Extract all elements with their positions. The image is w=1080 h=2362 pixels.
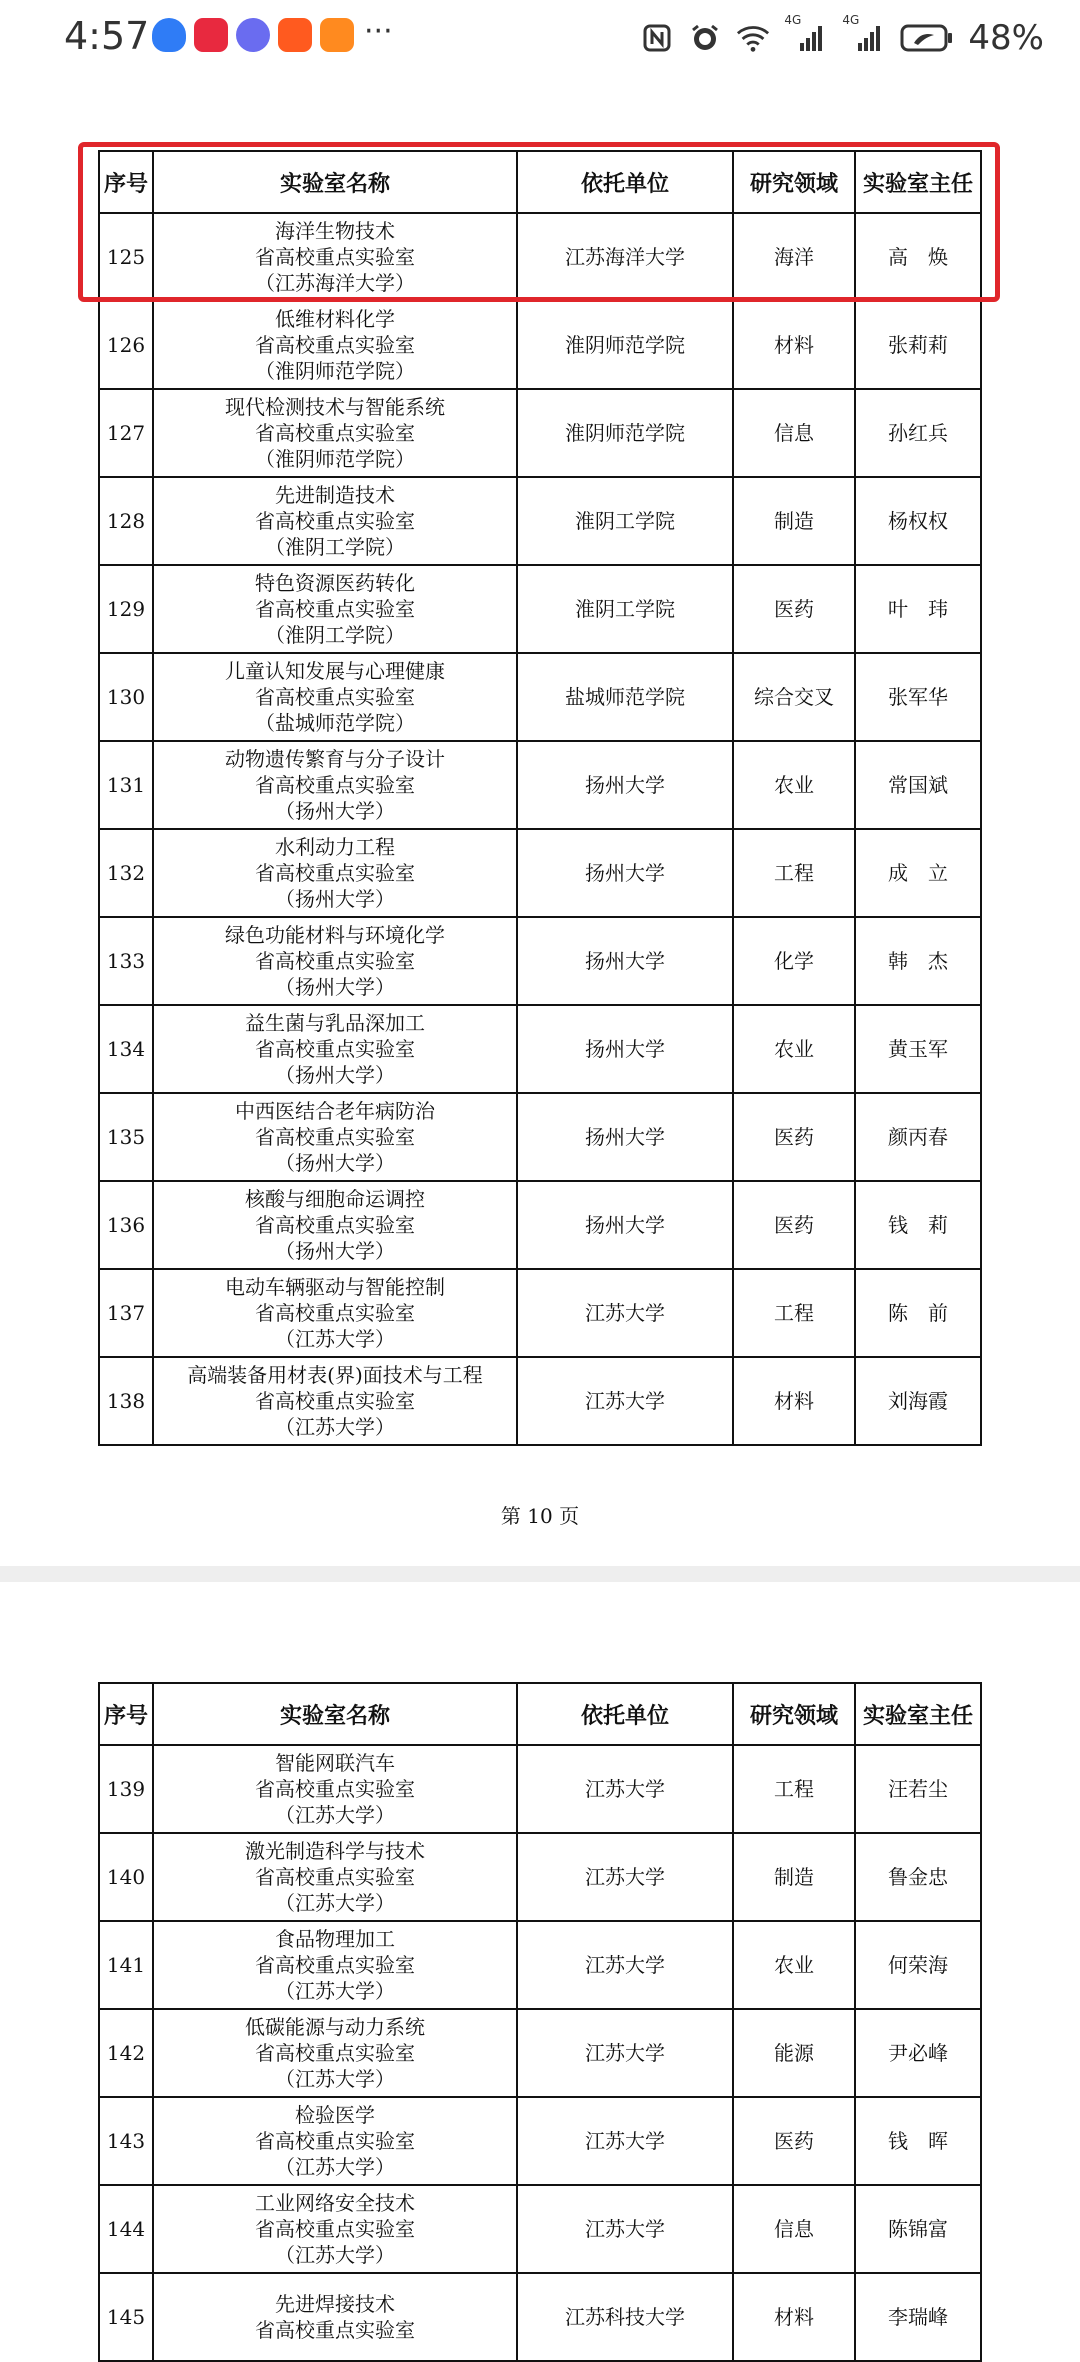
cell-director: 成 立 [855, 829, 981, 917]
battery-icon [900, 21, 954, 55]
cell-unit: 江苏大学 [517, 1745, 733, 1833]
cell-director: 李瑞峰 [855, 2273, 981, 2361]
status-time: 4:57 [64, 14, 150, 58]
lab-name-line: （扬州大学） [275, 887, 395, 911]
lab-name-line: 省高校重点实验室 [255, 685, 415, 709]
cell-unit: 江苏大学 [517, 1269, 733, 1357]
lab-name-line: 省高校重点实验室 [255, 1389, 415, 1413]
cell-unit: 扬州大学 [517, 1005, 733, 1093]
cell-no: 125 [99, 213, 153, 301]
cell-field: 工程 [733, 1745, 855, 1833]
lab-name-line: 省高校重点实验室 [255, 1777, 415, 1801]
lab-name-line: 省高校重点实验室 [255, 1301, 415, 1325]
lab-name-line: （盐城师范学院） [255, 711, 415, 735]
cell-no: 130 [99, 653, 153, 741]
cell-unit: 江苏海洋大学 [517, 213, 733, 301]
table-row [99, 565, 981, 653]
lab-name-line: 省高校重点实验室 [255, 333, 415, 357]
header-unit: 依托单位 [517, 151, 733, 213]
lab-name-line: 省高校重点实验室 [255, 421, 415, 445]
lab-name-line: 省高校重点实验室 [255, 1953, 415, 1977]
table-row [99, 1181, 981, 1269]
cell-no: 134 [99, 1005, 153, 1093]
lab-name-line: 食品物理加工 [275, 1927, 395, 1951]
lab-name-line: （江苏海洋大学） [255, 271, 415, 295]
lab-name-line: （江苏大学） [275, 1803, 395, 1827]
taobao-app-icon [278, 18, 312, 52]
video-app-icon [320, 18, 354, 52]
lab-name-line: 省高校重点实验室 [255, 245, 415, 269]
network-type-1: 4G [784, 13, 802, 27]
cell-field: 材料 [733, 301, 855, 389]
cell-lab-name [153, 2009, 517, 2097]
cell-director: 何荣海 [855, 1921, 981, 2009]
cell-director: 叶 玮 [855, 565, 981, 653]
lab-table-page-2 [98, 1682, 982, 2362]
cell-lab-name [153, 1833, 517, 1921]
cell-director: 黄玉军 [855, 1005, 981, 1093]
table-row [99, 829, 981, 917]
header-no: 序号 [99, 151, 153, 213]
cell-no: 132 [99, 829, 153, 917]
cell-field: 综合交叉 [733, 653, 855, 741]
cell-lab-name [153, 1181, 517, 1269]
cell-no: 136 [99, 1181, 153, 1269]
shield-app-icon [152, 18, 186, 52]
cell-unit: 扬州大学 [517, 1181, 733, 1269]
cell-field: 制造 [733, 477, 855, 565]
cell-lab-name [153, 2097, 517, 2185]
xiaohongshu-app-icon [194, 18, 228, 52]
cell-no: 131 [99, 741, 153, 829]
page-number: 第 10 页 [500, 1504, 580, 1528]
lab-name-line: （淮阴工学院） [265, 535, 405, 559]
lab-name-line: 先进制造技术 [275, 483, 395, 507]
status-bar [0, 0, 1080, 78]
cell-no: 137 [99, 1269, 153, 1357]
lab-name-line: （淮阴师范学院） [255, 359, 415, 383]
lab-name-line: （淮阴师范学院） [255, 447, 415, 471]
cell-field: 材料 [733, 1357, 855, 1445]
table-row [99, 477, 981, 565]
lab-name-line: 省高校重点实验室 [255, 1865, 415, 1889]
lab-name-line: （江苏大学） [275, 2155, 395, 2179]
lab-table-page-1 [98, 150, 982, 1446]
cell-unit: 扬州大学 [517, 829, 733, 917]
nfc-icon [640, 21, 674, 55]
header-no: 序号 [99, 1683, 153, 1745]
cell-lab-name [153, 389, 517, 477]
cell-director: 尹必峰 [855, 2009, 981, 2097]
header-director: 实验室主任 [855, 151, 981, 213]
header-field: 研究领域 [733, 1683, 855, 1745]
lab-name-line: 省高校重点实验室 [255, 861, 415, 885]
cell-director: 钱 莉 [855, 1181, 981, 1269]
cell-director: 张军华 [855, 653, 981, 741]
cell-no: 145 [99, 2273, 153, 2361]
lab-name-line: 低维材料化学 [275, 307, 395, 331]
table-row [99, 741, 981, 829]
signal-icon-2 [842, 13, 886, 55]
cell-lab-name [153, 1005, 517, 1093]
table-row [99, 1921, 981, 2009]
alarm-icon [688, 21, 722, 55]
table-row [99, 2097, 981, 2185]
lab-name-line: 省高校重点实验室 [255, 2217, 415, 2241]
cell-unit: 江苏大学 [517, 2009, 733, 2097]
lab-name-line: 省高校重点实验室 [255, 949, 415, 973]
cell-field: 医药 [733, 1181, 855, 1269]
lab-name-line: 检验医学 [295, 2103, 375, 2127]
cell-field: 材料 [733, 2273, 855, 2361]
lab-name-line: 现代检测技术与智能系统 [225, 395, 445, 419]
lab-name-line: （江苏大学） [275, 1327, 395, 1351]
cell-field: 制造 [733, 1833, 855, 1921]
cell-lab-name [153, 301, 517, 389]
lab-name-line: 水利动力工程 [275, 835, 395, 859]
lab-name-line: 省高校重点实验室 [255, 509, 415, 533]
cell-field: 信息 [733, 389, 855, 477]
cell-director: 颜丙春 [855, 1093, 981, 1181]
cell-field: 化学 [733, 917, 855, 1005]
header-unit: 依托单位 [517, 1683, 733, 1745]
music-app-icon [236, 18, 270, 52]
table-row [99, 213, 981, 301]
lab-name-line: 省高校重点实验室 [255, 1125, 415, 1149]
cell-unit: 江苏大学 [517, 2185, 733, 2273]
more-notifications-icon: ··· [364, 14, 393, 49]
cell-director: 常国斌 [855, 741, 981, 829]
cell-no: 144 [99, 2185, 153, 2273]
cell-no: 129 [99, 565, 153, 653]
cell-no: 133 [99, 917, 153, 1005]
lab-name-line: 省高校重点实验室 [255, 773, 415, 797]
lab-name-line: 中西医结合老年病防治 [235, 1099, 435, 1123]
table-row [99, 1833, 981, 1921]
table-row [99, 389, 981, 477]
cell-field: 信息 [733, 2185, 855, 2273]
cell-lab-name [153, 2273, 517, 2361]
lab-name-line: 省高校重点实验室 [255, 2041, 415, 2065]
cell-lab-name [153, 1093, 517, 1181]
header-director: 实验室主任 [855, 1683, 981, 1745]
cell-unit: 江苏科技大学 [517, 2273, 733, 2361]
cell-no: 127 [99, 389, 153, 477]
document-page-11 [0, 1582, 1080, 2342]
cell-field: 医药 [733, 1093, 855, 1181]
cell-no: 141 [99, 1921, 153, 2009]
cell-field: 工程 [733, 829, 855, 917]
lab-name-line: （扬州大学） [275, 799, 395, 823]
cell-lab-name [153, 213, 517, 301]
table-row [99, 653, 981, 741]
cell-unit: 淮阴工学院 [517, 565, 733, 653]
lab-name-line: （扬州大学） [275, 1063, 395, 1087]
cell-director: 孙红兵 [855, 389, 981, 477]
lab-name-line: 益生菌与乳品深加工 [245, 1011, 425, 1035]
lab-name-line: 绿色功能材料与环境化学 [225, 923, 445, 947]
cell-unit: 扬州大学 [517, 917, 733, 1005]
cell-director: 陈锦富 [855, 2185, 981, 2273]
lab-name-line: （扬州大学） [275, 1151, 395, 1175]
cell-field: 能源 [733, 2009, 855, 2097]
cell-director: 韩 杰 [855, 917, 981, 1005]
cell-director: 钱 晖 [855, 2097, 981, 2185]
lab-name-line: （江苏大学） [275, 2067, 395, 2091]
header-field: 研究领域 [733, 151, 855, 213]
lab-name-line: 核酸与细胞命运调控 [245, 1187, 425, 1211]
cell-lab-name [153, 565, 517, 653]
table-row [99, 1005, 981, 1093]
cell-director: 陈 前 [855, 1269, 981, 1357]
lab-name-line: （江苏大学） [275, 1415, 395, 1439]
lab-name-line: （江苏大学） [275, 2243, 395, 2267]
cell-no: 138 [99, 1357, 153, 1445]
lab-name-line: 省高校重点实验室 [255, 1037, 415, 1061]
lab-name-line: （淮阴工学院） [265, 623, 405, 647]
cell-unit: 淮阴工学院 [517, 477, 733, 565]
lab-name-line: 工业网络安全技术 [255, 2191, 415, 2215]
table-header-row [99, 1683, 981, 1745]
lab-name-line: 海洋生物技术 [275, 219, 395, 243]
document-page-10 [0, 140, 1080, 1566]
cell-lab-name [153, 1357, 517, 1445]
cell-lab-name [153, 2185, 517, 2273]
cell-director: 张莉莉 [855, 301, 981, 389]
cell-field: 医药 [733, 2097, 855, 2185]
cell-no: 140 [99, 1833, 153, 1921]
lab-name-line: 低碳能源与动力系统 [245, 2015, 425, 2039]
cell-field: 海洋 [733, 213, 855, 301]
lab-name-line: 省高校重点实验室 [255, 597, 415, 621]
cell-no: 135 [99, 1093, 153, 1181]
lab-name-line: 动物遗传繁育与分子设计 [225, 747, 445, 771]
cell-director: 刘海霞 [855, 1357, 981, 1445]
table-row [99, 301, 981, 389]
lab-name-line: 省高校重点实验室 [255, 2129, 415, 2153]
cell-director: 杨权权 [855, 477, 981, 565]
cell-lab-name [153, 477, 517, 565]
cell-unit: 江苏大学 [517, 1833, 733, 1921]
lab-name-line: 省高校重点实验室 [255, 2318, 415, 2342]
lab-name-line: （江苏大学） [275, 1979, 395, 2003]
cell-director: 鲁金忠 [855, 1833, 981, 1921]
battery-percent: 48% [968, 18, 1044, 58]
cell-director: 汪若尘 [855, 1745, 981, 1833]
cell-lab-name [153, 653, 517, 741]
cell-no: 142 [99, 2009, 153, 2097]
signal-icon-1 [784, 13, 828, 55]
header-name: 实验室名称 [153, 151, 517, 213]
cell-unit: 江苏大学 [517, 1357, 733, 1445]
table-row [99, 1269, 981, 1357]
cell-no: 139 [99, 1745, 153, 1833]
table-header-row [99, 151, 981, 213]
table-row [99, 1093, 981, 1181]
cell-no: 143 [99, 2097, 153, 2185]
table-row [99, 2009, 981, 2097]
lab-name-line: 儿童认知发展与心理健康 [225, 659, 445, 683]
table-row [99, 1745, 981, 1833]
lab-name-line: （扬州大学） [275, 975, 395, 999]
cell-lab-name [153, 829, 517, 917]
cell-unit: 盐城师范学院 [517, 653, 733, 741]
table-row [99, 917, 981, 1005]
cell-lab-name [153, 1745, 517, 1833]
lab-name-line: 高端装备用材表(界)面技术与工程 [187, 1363, 483, 1387]
cell-director: 高 焕 [855, 213, 981, 301]
lab-name-line: 智能网联汽车 [275, 1751, 395, 1775]
lab-name-line: 电动车辆驱动与智能控制 [225, 1275, 445, 1299]
lab-name-line: 省高校重点实验室 [255, 1213, 415, 1237]
cell-unit: 淮阴师范学院 [517, 301, 733, 389]
table-row [99, 2185, 981, 2273]
cell-field: 农业 [733, 741, 855, 829]
header-name: 实验室名称 [153, 1683, 517, 1745]
cell-field: 农业 [733, 1005, 855, 1093]
cell-no: 126 [99, 301, 153, 389]
network-type-2: 4G [842, 13, 860, 27]
cell-lab-name [153, 917, 517, 1005]
lab-name-line: 激光制造科学与技术 [245, 1839, 425, 1863]
cell-lab-name [153, 1269, 517, 1357]
lab-name-line: 特色资源医药转化 [255, 571, 415, 595]
cell-unit: 江苏大学 [517, 2097, 733, 2185]
cell-field: 医药 [733, 565, 855, 653]
cell-unit: 扬州大学 [517, 1093, 733, 1181]
lab-name-line: 先进焊接技术 [275, 2292, 395, 2316]
cell-unit: 扬州大学 [517, 741, 733, 829]
cell-field: 农业 [733, 1921, 855, 2009]
wifi-icon [736, 21, 770, 55]
lab-name-line: （江苏大学） [275, 1891, 395, 1915]
cell-field: 工程 [733, 1269, 855, 1357]
cell-unit: 淮阴师范学院 [517, 389, 733, 477]
table-row [99, 2273, 981, 2361]
cell-unit: 江苏大学 [517, 1921, 733, 2009]
lab-name-line: （扬州大学） [275, 1239, 395, 1263]
cell-no: 128 [99, 477, 153, 565]
cell-lab-name [153, 1921, 517, 2009]
page-separator [0, 1566, 1080, 1582]
table-row [99, 1357, 981, 1445]
cell-lab-name [153, 741, 517, 829]
